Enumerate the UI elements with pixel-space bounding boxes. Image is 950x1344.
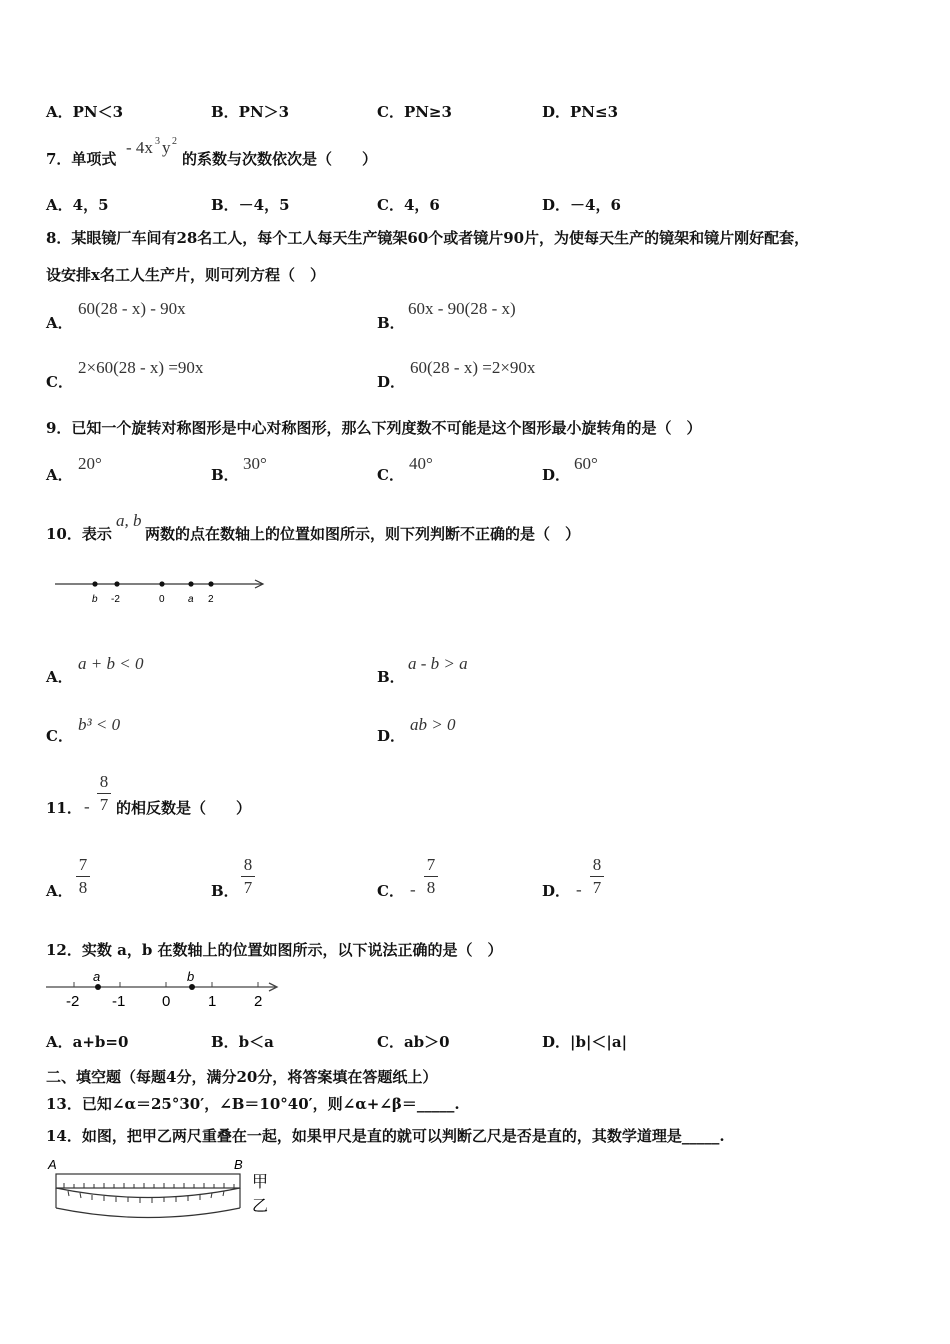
q14-label-jia: 甲	[252, 1174, 269, 1191]
q11-letter-b: B．	[211, 882, 239, 900]
q6-option-d: D．PN≤3	[542, 103, 619, 121]
q10-expr-a: a + b < 0	[78, 654, 144, 673]
q10-label-2: 2	[208, 594, 214, 605]
q10-letter-c: C．	[46, 727, 73, 745]
q12-tick-2: 2	[254, 993, 263, 1010]
q11-option-c-sign: -	[410, 880, 416, 899]
q10-prefix: 10．表示	[46, 525, 112, 543]
q8-stem-line1: 8．某眼镜厂车间有28名工人，每个工人每天生产镜架60个或者镜片90片，为使每天生产的镜架和镜片刚好配套，	[46, 229, 810, 247]
q10-label-a: a	[188, 594, 194, 605]
q12-option-a: A．a+b=0	[46, 1033, 129, 1051]
q8-expr-a: 60(28 - x) - 90x	[78, 299, 186, 318]
q10-point-2	[208, 581, 213, 586]
q10-point-0	[159, 581, 164, 586]
q11-frac-den: 7	[99, 795, 109, 814]
q12-point-b	[189, 984, 195, 990]
q11-option-a-frac: 7 8	[76, 856, 90, 897]
q9-value-d: 60°	[574, 454, 598, 473]
q7-option-c: C．4，6	[377, 196, 440, 214]
q12-label-b: b	[187, 969, 195, 984]
q14-label-a: A	[48, 1157, 57, 1172]
q12-label-a: a	[93, 969, 101, 984]
q10-point-neg2	[114, 581, 119, 586]
q8-expr-d: 60(28 - x) =2×90x	[410, 358, 536, 377]
q14-stem: 14．如图，把甲乙两尺重叠在一起，如果甲尺是直的就可以判断乙尺是否是直的，其数学道理是_____.	[46, 1127, 725, 1145]
q8-letter-b: B．	[377, 314, 405, 332]
q10-vars: a, b	[116, 511, 142, 530]
q7-exp2: 2	[172, 136, 177, 147]
q11-option-b-frac: 8 7	[241, 856, 255, 897]
q12-point-a	[95, 984, 101, 990]
q7-suffix: 的系数与次数依次是（ ）	[182, 150, 378, 168]
q8-letter-c: C．	[46, 373, 73, 391]
q10-expr-d: ab > 0	[410, 715, 456, 734]
q10-point-a	[188, 581, 193, 586]
q7-expr-y: y	[162, 138, 171, 157]
q11-option-c-frac: 7 8	[424, 856, 438, 897]
q6-option-a: A．PN＜3	[46, 103, 124, 121]
q9-stem: 9．已知一个旋转对称图形是中心对称图形，那么下列度数不可能是这个图形最小旋转角的是（ ）	[46, 419, 702, 437]
q9-letter-b: B．	[211, 466, 239, 484]
q12-option-d: D．|b|＜|a|	[542, 1033, 628, 1051]
q10-letter-b: B．	[377, 668, 405, 686]
q6-option-b: B．PN＞3	[211, 103, 290, 121]
q10-label-b: b	[92, 594, 98, 605]
q9-letter-a: A．	[46, 466, 73, 484]
q10-label-0: 0	[159, 594, 165, 605]
q10-expr-b: a - b > a	[408, 654, 468, 673]
q11-frac-num: 8	[99, 772, 109, 791]
q7-prefix: 7．单项式	[46, 150, 117, 168]
q11-fraction	[97, 773, 111, 814]
q10-expr-c: b³ < 0	[78, 715, 121, 734]
q14-rulers-figure	[44, 1155, 284, 1227]
q10-number-line	[50, 570, 270, 610]
q7-expr-main: - 4x	[126, 138, 153, 157]
q11-prefix: 11．	[46, 799, 82, 817]
q9-value-c: 40°	[409, 454, 433, 473]
q6-option-c: C．PN≥3	[377, 103, 452, 121]
q8-expr-b: 60x - 90(28 - x)	[408, 299, 516, 318]
q7-option-b: B．－4，5	[211, 196, 290, 214]
q8-letter-a: A．	[46, 314, 73, 332]
q11-option-d-sign: -	[576, 880, 582, 899]
q8-stem-line2: 设安排x名工人生产片，则可列方程（ ）	[46, 266, 325, 284]
q7-option-a: A．4，5	[46, 196, 109, 214]
q12-tick-0: 0	[162, 993, 171, 1010]
q13-stem: 13．已知∠α＝25°30′，∠B＝10°40′，则∠α+∠β＝_____.	[46, 1095, 460, 1113]
q10-label-neg2: -2	[111, 594, 120, 605]
q12-tick-neg1: -1	[112, 993, 126, 1010]
q12-option-b: B．b＜a	[211, 1033, 274, 1051]
q11-letter-c: C．	[377, 882, 404, 900]
q10-letter-a: A．	[46, 668, 73, 686]
q8-letter-d: D．	[377, 373, 406, 391]
q14-label-yi: 乙	[252, 1198, 269, 1215]
section-2-heading: 二、填空题（每题4分，满分20分，将答案填在答题纸上）	[46, 1068, 438, 1086]
q11-suffix: 的相反数是（ ）	[116, 799, 252, 817]
q10-point-b	[92, 581, 97, 586]
q11-letter-d: D．	[542, 882, 571, 900]
q9-value-a: 20°	[78, 454, 102, 473]
q12-tick-neg2: -2	[66, 993, 80, 1010]
q10-letter-d: D．	[377, 727, 406, 745]
q9-value-b: 30°	[243, 454, 267, 473]
q9-letter-d: D．	[542, 466, 571, 484]
q7-option-d: D．－4，6	[542, 196, 621, 214]
q12-stem: 12．实数 a，b 在数轴上的位置如图所示，以下说法正确的是（ ）	[46, 941, 503, 959]
q12-tick-1: 1	[208, 993, 217, 1010]
q7-exp1: 3	[155, 136, 160, 147]
q11-letter-a: A．	[46, 882, 73, 900]
q14-ruler-yi-bottom	[56, 1208, 240, 1218]
q11-minus: -	[84, 797, 90, 816]
q11-option-d-frac: 8 7	[590, 856, 604, 897]
q14-ruler-yi-top	[56, 1188, 240, 1198]
q8-expr-c: 2×60(28 - x) =90x	[78, 358, 204, 377]
q12-number-line	[44, 966, 284, 1012]
q14-label-b: B	[234, 1157, 243, 1172]
q12-option-c: C．ab＞0	[377, 1033, 450, 1051]
q10-suffix: 两数的点在数轴上的位置如图所示，则下列判断不正确的是（ ）	[145, 525, 581, 543]
q9-letter-c: C．	[377, 466, 404, 484]
